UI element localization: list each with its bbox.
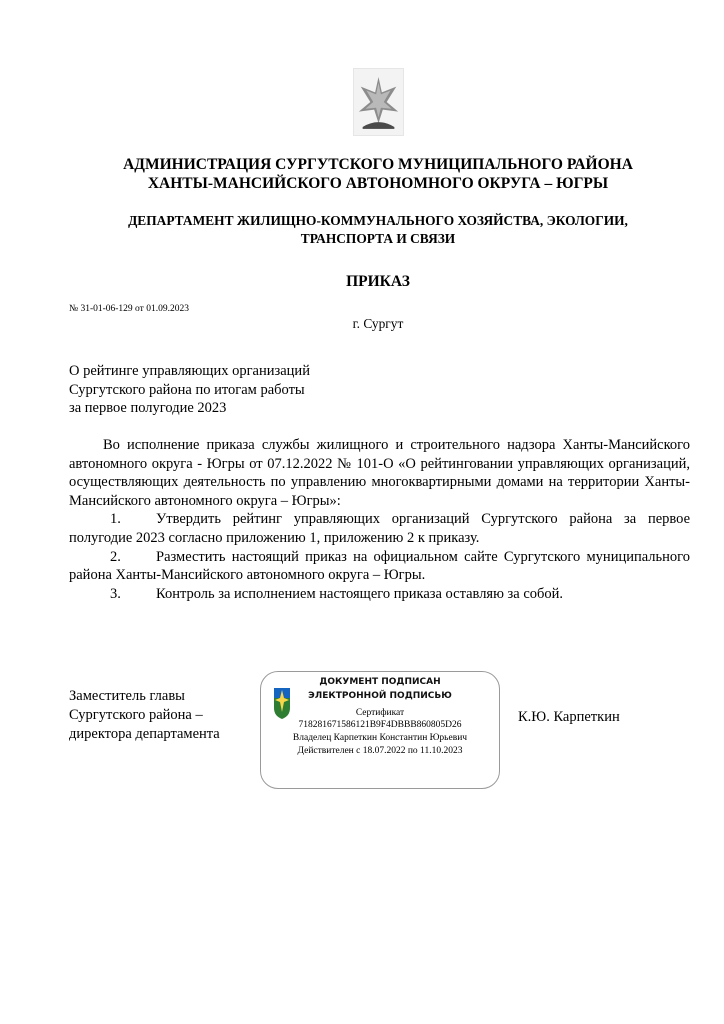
position-line: Заместитель главы (69, 688, 185, 704)
item-text: Разместить настоящий приказ на официальном сайте Сургутского муниципального района Ханты-Мансийского автономного округа – Югры. (69, 548, 690, 584)
certificate-owner: Владелец Карпеткин Константин Юрьевич (292, 733, 468, 743)
order-subject (69, 362, 310, 418)
department-line-1: ДЕПАРТАМЕНТ ЖИЛИЩНО-КОММУНАЛЬНОГО ХОЗЯЙСТВА, ЭКОЛОГИИ, (128, 213, 628, 228)
certificate-label: Сертификат (355, 708, 405, 718)
signatory-name: К.Ю. Карпеткин (518, 709, 620, 725)
order-body (69, 436, 690, 603)
order-number: № 31-01-06-129 от 01.09.2023 (69, 304, 189, 314)
subject-line: за первое полугодие 2023 (69, 400, 227, 416)
stamp-title (261, 675, 499, 703)
coat-of-arms-icon (353, 68, 404, 136)
stamp-title-line-2: ЭЛЕКТРОННОЙ ПОДПИСЬЮ (308, 691, 452, 701)
item-number: 1. (110, 511, 121, 528)
stamp-title-line-1: ДОКУМЕНТ ПОДПИСАН (319, 677, 441, 687)
order-item-2 (69, 548, 690, 585)
order-title: ПРИКАЗ (346, 273, 410, 290)
department-line-2: ТРАНСПОРТА И СВЯЗИ (300, 231, 456, 246)
order-item-1 (69, 510, 690, 547)
preamble-paragraph: Во исполнение приказа службы жилищного и строительного надзора Ханты-Мансийского автономного округа - Югры от 07.12.2022 № 101-О «О рейтинговании управляющих организаций, осуществляющих деятельность по управлению многоквартирными домами на территории Ханты-Мансийского автономного округа – Югры»: (69, 437, 690, 509)
signatory-position (69, 687, 220, 744)
item-text: Утвердить рейтинг управляющих организаций Сургутского района за первое полугодие 2023 согласно приложению 1, приложению 2 к приказу. (69, 511, 690, 546)
organization-line-1: АДМИНИСТРАЦИЯ СУРГУТСКОГО МУНИЦИПАЛЬНОГО РАЙОНА (123, 156, 633, 173)
item-text: Контроль за исполнением настоящего приказа оставляю за собой. (156, 585, 564, 602)
item-number: 2. (110, 548, 121, 565)
position-line: Сургутского района – (69, 707, 203, 723)
certificate-validity: Действителен с 18.07.2022 по 11.10.2023 (297, 746, 463, 756)
order-city: г. Сургут (352, 316, 404, 331)
item-number: 3. (110, 585, 121, 602)
organization-line-2: ХАНТЫ-МАНСИЙСКОГО АВТОНОМНОГО ОКРУГА – ЮГРЫ (147, 175, 609, 192)
subject-line: Сургутского района по итогам работы (69, 381, 305, 398)
department-header (40, 212, 716, 248)
order-item-3 (69, 585, 690, 604)
subject-line: О рейтинге управляющих организаций (69, 363, 310, 379)
electronic-signature-stamp (260, 671, 500, 789)
position-line: директора департамента (69, 726, 220, 742)
organization-header (40, 155, 716, 193)
certificate-number: 718281671586121B9F4DBBB860805D26 (298, 720, 462, 730)
